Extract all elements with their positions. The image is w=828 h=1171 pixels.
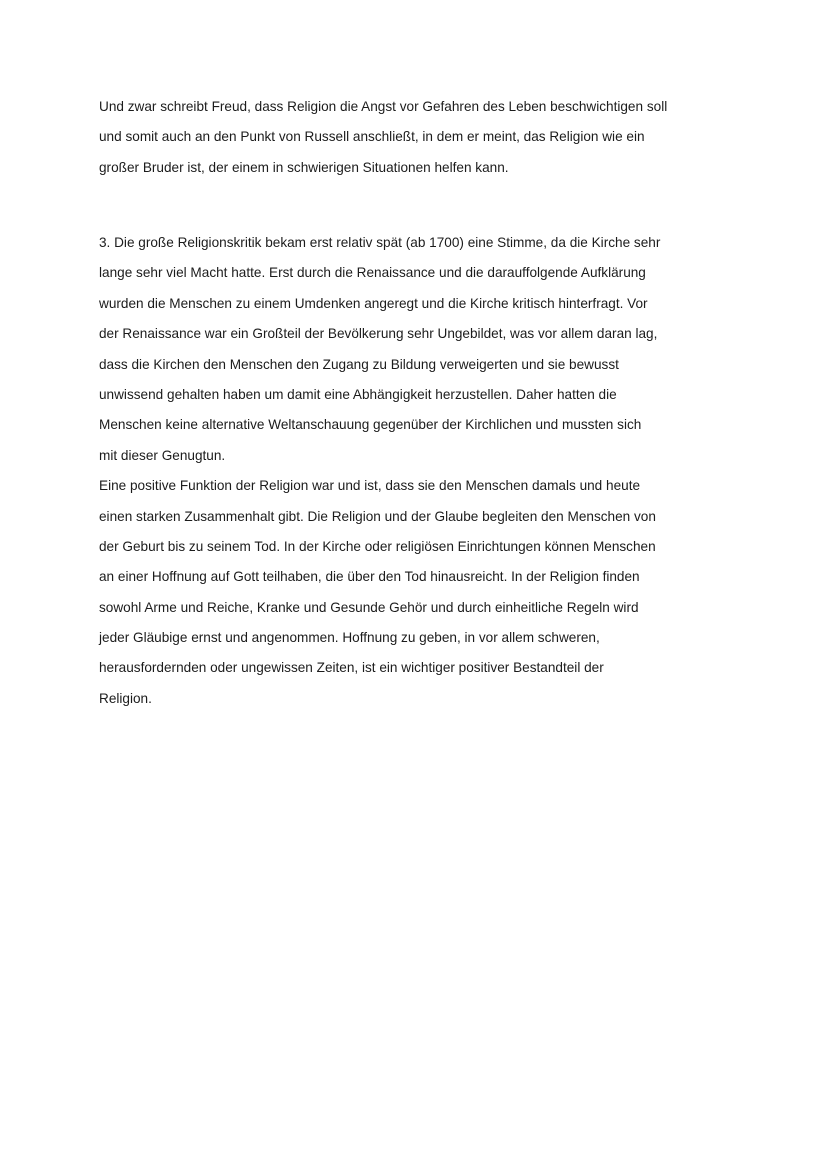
text-line: wurden die Menschen zu einem Umdenken angeregt und die Kirche kritisch hinterfragt. Vor (99, 295, 648, 311)
text-line: 3. Die große Religionskritik bekam erst relativ spät (ab 1700) eine Stimme, da die Kirche sehr (99, 235, 661, 250)
text-line: sowohl Arme und Reiche, Kranke und Gesunde Gehör und durch einheitliche Regeln wird (99, 599, 639, 615)
text-line: mit dieser Genugtun. (99, 447, 226, 463)
text-line: Religion. (99, 690, 152, 706)
paragraph-freud (99, 92, 749, 183)
text-line: Eine positive Funktion der Religion war und ist, dass sie den Menschen damals und heute (99, 478, 641, 494)
text-line: der Renaissance war ein Großteil der Bevölkerung sehr Ungebildet, was vor allem daran lag, (99, 326, 658, 342)
text-line: unwissend gehalten haben um damit eine Abhängigkeit herzustellen. Daher hatten die (99, 386, 617, 402)
text-line: Und zwar schreibt Freud, dass Religion die Angst vor Gefahren des Leben beschwichtigen soll (99, 99, 668, 114)
paragraph-positive-funktion (99, 471, 749, 714)
text-line: der Geburt bis zu seinem Tod. In der Kirche oder religiösen Einrichtungen können Menschen (99, 538, 656, 554)
text-line: einen starken Zusammenhalt gibt. Die Religion und der Glaube begleiten den Menschen von (99, 508, 656, 524)
text-line: jeder Gläubige ernst und angenommen. Hoffnung zu geben, in vor allem schweren, (99, 630, 600, 646)
text-line: herausfordernden oder ungewissen Zeiten, ist ein wichtiger positiver Bestandteil der (99, 660, 604, 676)
paragraph-religionskritik (99, 228, 749, 471)
text-line: lange sehr viel Macht hatte. Erst durch die Renaissance und die darauffolgende Aufklärung (99, 265, 646, 281)
text-line: an einer Hoffnung auf Gott teilhaben, die über den Tod hinausreicht. In der Religion finden (99, 569, 640, 585)
text-line: dass die Kirchen den Menschen den Zugang zu Bildung verweigerten und sie bewusst (99, 356, 619, 372)
section-3 (99, 228, 749, 714)
text-line: Menschen keine alternative Weltanschauung gegenüber der Kirchlichen und mussten sich (99, 417, 642, 433)
text-line: und somit auch an den Punkt von Russell anschließt, in dem er meint, das Religion wie ein (99, 129, 645, 145)
text-line: großer Bruder ist, der einem in schwierigen Situationen helfen kann. (99, 159, 509, 175)
